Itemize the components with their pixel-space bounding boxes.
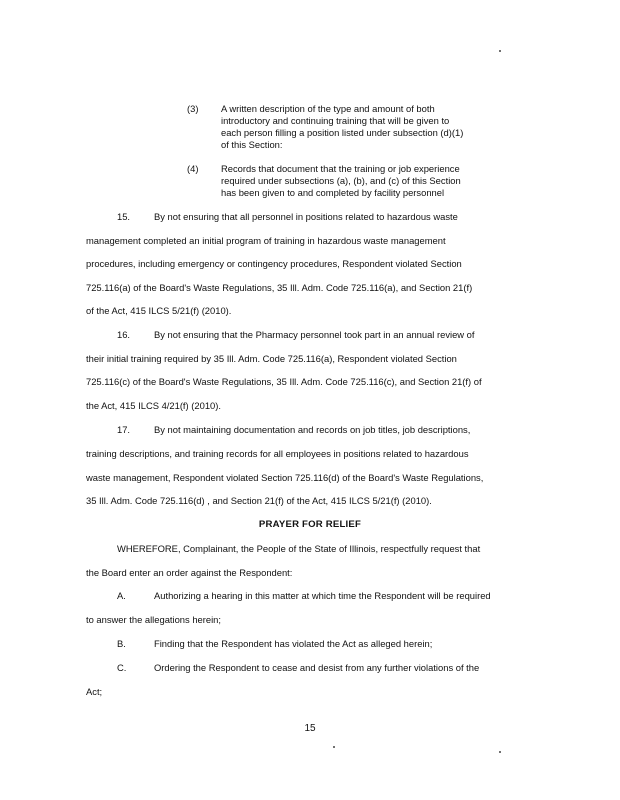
scan-speck <box>499 50 501 52</box>
paragraph-number: 17. <box>117 424 131 435</box>
text-line: Records that document that the training or job experience <box>221 163 460 174</box>
text-line: Ordering the Respondent to cease and desist from any further violations of the <box>154 662 480 673</box>
text-line: 725.116(c) of the Board's Waste Regulations, 35 Ill. Adm. Code 725.116(c), and Section 21(f) of <box>86 376 482 387</box>
relief-item-letter: B. <box>117 638 126 649</box>
text-line: Finding that the Respondent has violated the Act as alleged herein; <box>154 638 433 649</box>
text-line: management completed an initial program of training in hazardous waste management <box>86 235 446 246</box>
list-item-text <box>221 103 511 151</box>
text-line: introductory and continuing training that will be given to <box>221 115 450 126</box>
text-line: each person filling a position listed under subsection (d)(1) <box>221 127 464 138</box>
text-line: required under subsections (a), (b), and (c) of this Section <box>221 175 461 186</box>
text-line: of this Section: <box>221 139 283 150</box>
scan-speck <box>333 746 335 748</box>
paragraph-number: 15. <box>117 211 131 222</box>
text-line: By not ensuring that the Pharmacy personnel took part in an annual review of <box>154 329 475 340</box>
text-line: By not ensuring that all personnel in positions related to hazardous waste <box>154 211 458 222</box>
text-line: procedures, including emergency or contingency procedures, Respondent violated Section <box>86 258 462 269</box>
text-line: 35 Ill. Adm. Code 725.116(d) , and Section 21(f) of the Act, 415 ILCS 5/21(f) (2010). <box>86 495 432 506</box>
relief-item-letter: C. <box>117 662 127 673</box>
text-line: training descriptions, and training records for all employees in positions related to hazardous <box>86 448 469 459</box>
text-line: WHEREFORE, Complainant, the People of the State of Illinois, respectfully request that <box>117 543 481 554</box>
text-line: 725.116(a) of the Board's Waste Regulations, 35 Ill. Adm. Code 725.116(a), and Section 21(f) <box>86 282 473 293</box>
list-item-number: (3) <box>187 103 199 114</box>
text-line: By not maintaining documentation and records on job titles, job descriptions, <box>154 424 471 435</box>
text-line: to answer the allegations herein; <box>86 614 221 625</box>
text-line: the Act, 415 ILCS 4/21(f) (2010). <box>86 400 221 411</box>
list-item-number: (4) <box>187 163 199 174</box>
text-line: A written description of the type and amount of both <box>221 103 435 114</box>
text-line: has been given to and completed by facility personnel <box>221 187 445 198</box>
text-line: the Board enter an order against the Respondent: <box>86 567 293 578</box>
scan-speck <box>499 751 501 753</box>
text-line: their initial training required by 35 Ill. Adm. Code 725.116(a), Respondent violated Section <box>86 353 457 364</box>
list-item-text <box>221 163 511 199</box>
text-line: Act; <box>86 686 103 697</box>
paragraph-number: 16. <box>117 329 131 340</box>
section-heading: PRAYER FOR RELIEF <box>258 519 362 530</box>
text-line: waste management, Respondent violated Section 725.116(d) of the Board's Waste Regulations, <box>86 472 484 483</box>
text-line: of the Act, 415 ILCS 5/21(f) (2010). <box>86 305 232 316</box>
text-line: Authorizing a hearing in this matter at which time the Respondent will be required <box>154 590 491 601</box>
relief-item-letter: A. <box>117 590 126 601</box>
page-number: 15 <box>304 723 316 734</box>
